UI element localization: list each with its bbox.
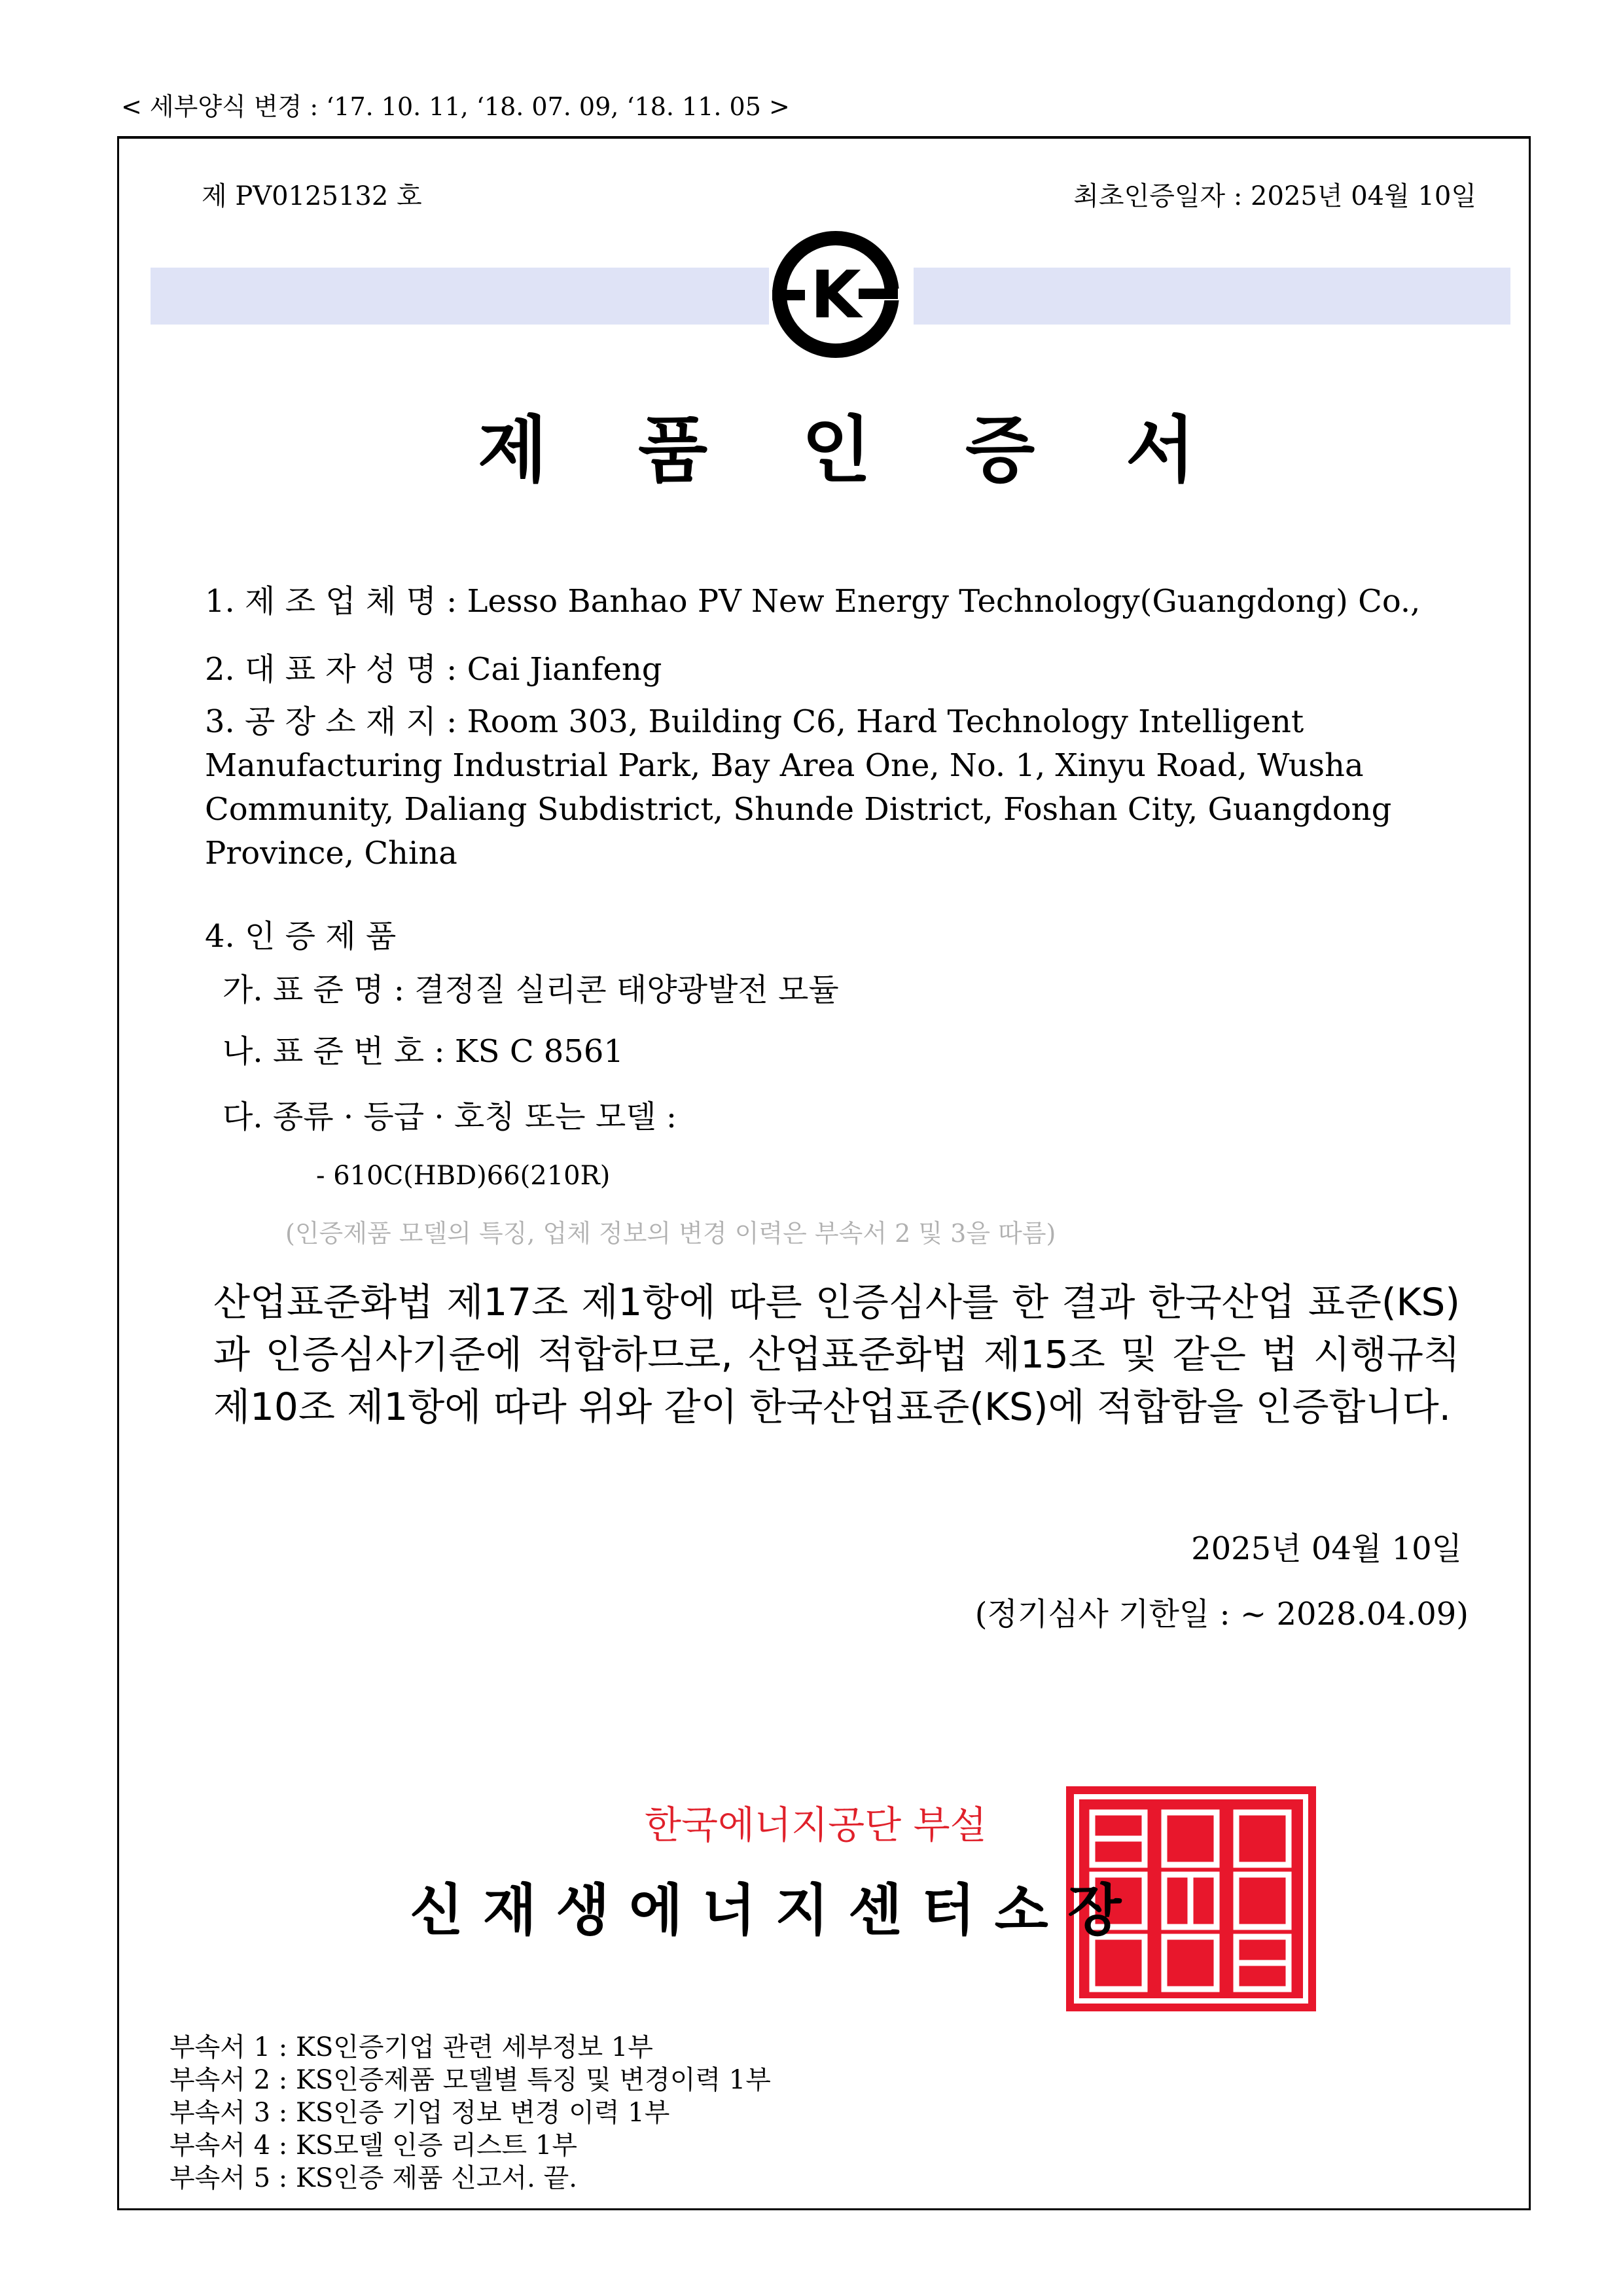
title-char: 제 <box>478 408 548 492</box>
title-char: 증 <box>965 408 1035 492</box>
certificate-number: 제 PV0125132 호 <box>202 181 422 211</box>
model-label: 다. 종류 · 등급 · 호칭 또는 모델 : <box>223 1099 677 1135</box>
address-line: Manufacturing Industrial Park, Bay Area One, No. 1, Xinyu Road, Wusha <box>205 747 1364 784</box>
standard-number: 나. 표 준 번 호 : KS C 8561 <box>223 1033 624 1070</box>
issuer-title: 신 재 생 에 너 지 센 터 소 장 <box>410 1879 1122 1943</box>
form-revision: < 세부양식 변경 : ‘17. 10. 11, ‘18. 07. 09, ‘18. 11. 05 > <box>121 92 790 121</box>
title-char: 인 <box>802 408 872 492</box>
attachment-item: 부속서 5 : KS인증 제품 신고서. 끝. <box>169 2163 577 2193</box>
manufacturer-label: 1. 제 조 업 체 명 : <box>205 583 457 620</box>
product-label: 4. 인 증 제 품 <box>205 918 397 955</box>
model-value: - 610C(HBD)66(210R) <box>316 1161 611 1191</box>
renewal-deadline: (정기심사 기한일 : ~ 2028.04.09) <box>974 1596 1469 1633</box>
address-line: Province, China <box>205 835 457 872</box>
first-certification-date: 최초인증일자 : 2025년 04월 10일 <box>1073 181 1476 211</box>
representative-label: 2. 대 표 자 성 명 : <box>205 651 457 688</box>
factory-address <box>205 700 1391 875</box>
title-char: 품 <box>638 408 708 492</box>
manufacturer-value: Lesso Banhao PV New Energy Technology(Guangdong) Co., <box>467 583 1421 620</box>
factory-label: 3. 공 장 소 재 지 : <box>205 703 457 740</box>
attachment-item: 부속서 1 : KS인증기업 관련 세부정보 1부 <box>169 2032 653 2062</box>
issue-date: 2025년 04월 10일 <box>1191 1530 1462 1567</box>
header-band-right <box>914 268 1510 325</box>
note: (인증제품 모델의 특징, 업체 정보의 변경 이력은 부속서 2 및 3을 따름) <box>285 1219 1056 1248</box>
header-band-left <box>151 268 769 325</box>
title-char: 서 <box>1126 408 1196 492</box>
standard-name: 가. 표 준 명 : 결정질 실리콘 태양광발전 모듈 <box>223 972 839 1008</box>
representative-value: Cai Jianfeng <box>467 651 662 688</box>
representative-row <box>205 644 662 689</box>
attachment-list <box>169 2031 771 2195</box>
certification-statement: 산업표준화법 제17조 제1항에 따른 인증심사를 한 결과 한국산업 표준(KS)과 인증심사기준에 적합하므로, 산업표준화법 제15조 및 같은 법 시행규칙 제10조 제1항에 따라 위와 같이 한국산업표준(KS)에 적합함을 인증합니다. <box>213 1280 1460 1429</box>
attachment-item: 부속서 3 : KS인증 기업 정보 변경 이력 1부 <box>169 2098 670 2128</box>
address-line: Community, Daliang Subdistrict, Shunde District, Foshan City, Guangdong <box>205 791 1392 828</box>
attachment-item: 부속서 4 : KS모델 인증 리스트 1부 <box>169 2130 577 2161</box>
issuer-organization: 한국에너지공단 부설 <box>645 1803 987 1847</box>
address-line: Room 303, Building C6, Hard Technology Intelligent <box>467 703 1304 740</box>
manufacturer-row <box>205 576 1420 621</box>
ks-logo-icon <box>767 226 904 363</box>
attachment-item: 부속서 2 : KS인증제품 모델별 특징 및 변경이력 1부 <box>169 2065 771 2095</box>
svg-text:K: K <box>810 256 861 333</box>
